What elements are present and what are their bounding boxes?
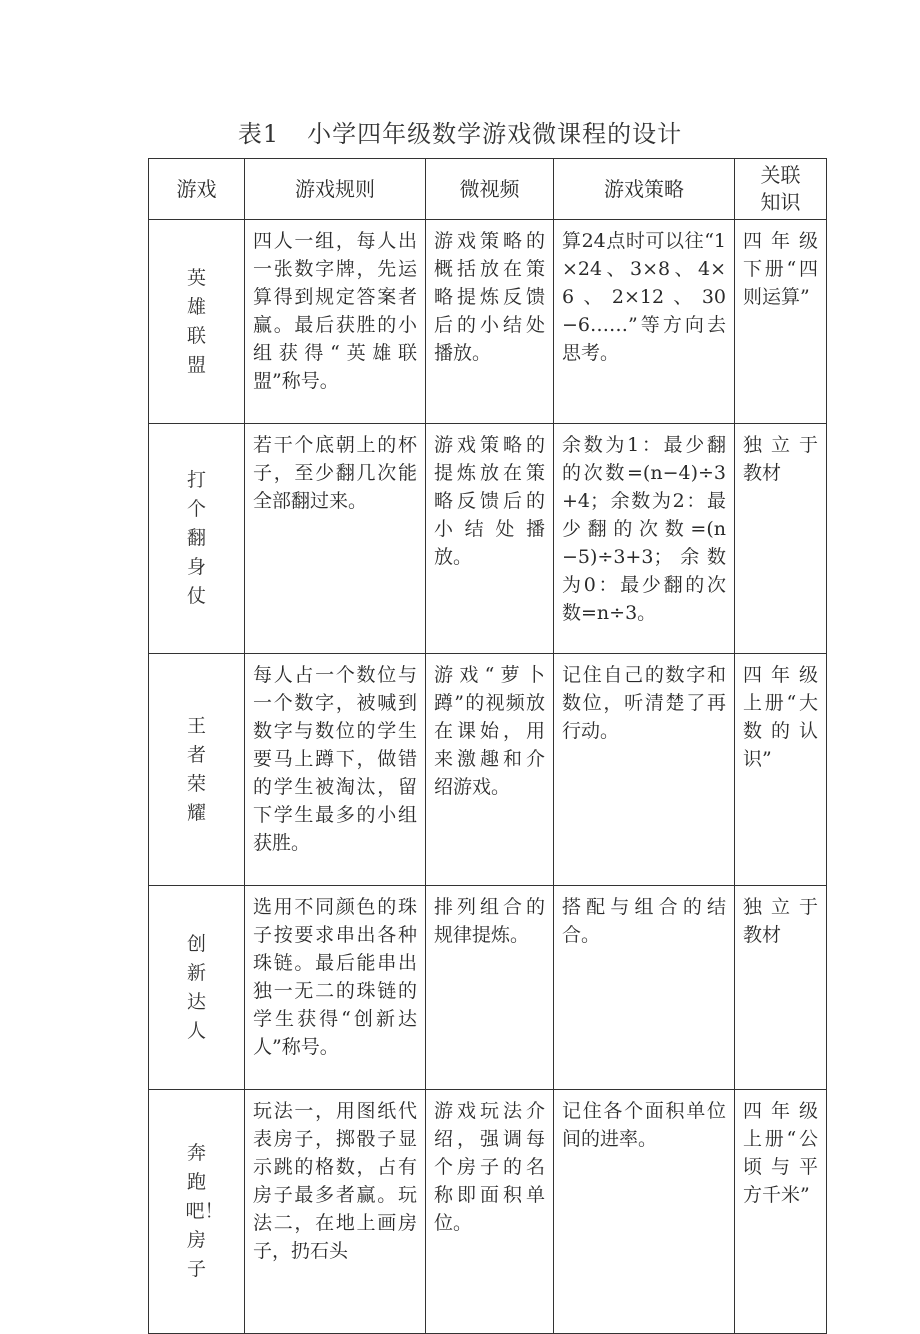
game-name-cell — [149, 220, 245, 424]
video-cell: 排列组合的规律提炼。 — [426, 886, 554, 1090]
table-caption — [0, 114, 920, 149]
header-knowledge: 关联知识 — [735, 159, 827, 220]
game-name: 打个翻身仗 — [186, 469, 206, 607]
rule-cell: 选用不同颜色的珠子按要求串出各种珠链。最后能串出独一无二的珠链的学生获得“创新达人”称号。 — [245, 886, 426, 1090]
knowledge-cell: 四年级上册“大数的认识” — [735, 654, 827, 886]
header-video: 微视频 — [426, 159, 554, 220]
header-rule: 游戏规则 — [245, 159, 426, 220]
video-cell: 游戏策略的概括放在策略提炼反馈后的小结处播放。 — [426, 220, 554, 424]
header-game: 游戏 — [149, 159, 245, 220]
table-number: 表1 — [237, 120, 280, 148]
game-name: 王者荣耀 — [186, 714, 206, 824]
game-name-cell — [149, 886, 245, 1090]
table-title: 小学四年级数学游戏微课程的设计 — [307, 120, 683, 148]
table-row — [149, 886, 827, 1090]
knowledge-cell: 四年级下册“四则运算” — [735, 220, 827, 424]
knowledge-cell: 四年级上册“公顷与平方千米” — [735, 1090, 827, 1334]
game-name: 英雄联盟 — [186, 266, 206, 376]
strategy-cell: 记住自己的数字和数位，听清楚了再行动。 — [554, 654, 735, 886]
rule-cell: 四人一组，每人出一张数字牌，先运算得到规定答案者赢。最后获胜的小组获得“英雄联盟”称号。 — [245, 220, 426, 424]
video-cell: 游戏玩法介绍，强调每个房子的名称即面积单位。 — [426, 1090, 554, 1334]
table-row — [149, 424, 827, 654]
game-course-table — [148, 158, 827, 1334]
knowledge-cell: 独立于教材 — [735, 424, 827, 654]
strategy-cell: 余数为1：最少翻的次数=(n−4)÷3+4；余数为2：最少翻的次数=(n−5)÷3+3；余数为0：最少翻的次数=n÷3。 — [554, 424, 735, 654]
header-strategy: 游戏策略 — [554, 159, 735, 220]
strategy-cell: 算24点时可以往“1×24、3×8、4×6、2×12、30−6……”等方向去思考。 — [554, 220, 735, 424]
strategy-cell: 搭配与组合的结合。 — [554, 886, 735, 1090]
header-row — [149, 159, 827, 220]
table-row — [149, 1090, 827, 1334]
knowledge-cell: 独立于教材 — [735, 886, 827, 1090]
rule-cell: 若干个底朝上的杯子，至少翻几次能全部翻过来。 — [245, 424, 426, 654]
rule-cell: 每人占一个数位与一个数字，被喊到数字与数位的学生要马上蹲下，做错的学生被淘汰，留下学生最多的小组获胜。 — [245, 654, 426, 886]
table-row — [149, 654, 827, 886]
game-name: 创新达人 — [186, 932, 206, 1042]
strategy-cell: 记住各个面积单位间的进率。 — [554, 1090, 735, 1334]
game-name-cell — [149, 424, 245, 654]
video-cell: 游戏“萝卜蹲”的视频放在课始，用来激趣和介绍游戏。 — [426, 654, 554, 886]
rule-cell: 玩法一，用图纸代表房子，掷骰子显示跳的格数，占有房子最多者赢。玩法二，在地上画房子，扔石头 — [245, 1090, 426, 1334]
game-name-cell — [149, 1090, 245, 1334]
table-row — [149, 220, 827, 424]
game-name: 奔跑吧！房子 — [185, 1142, 224, 1280]
game-name-cell — [149, 654, 245, 886]
video-cell: 游戏策略的提炼放在策略反馈后的小结处播放。 — [426, 424, 554, 654]
